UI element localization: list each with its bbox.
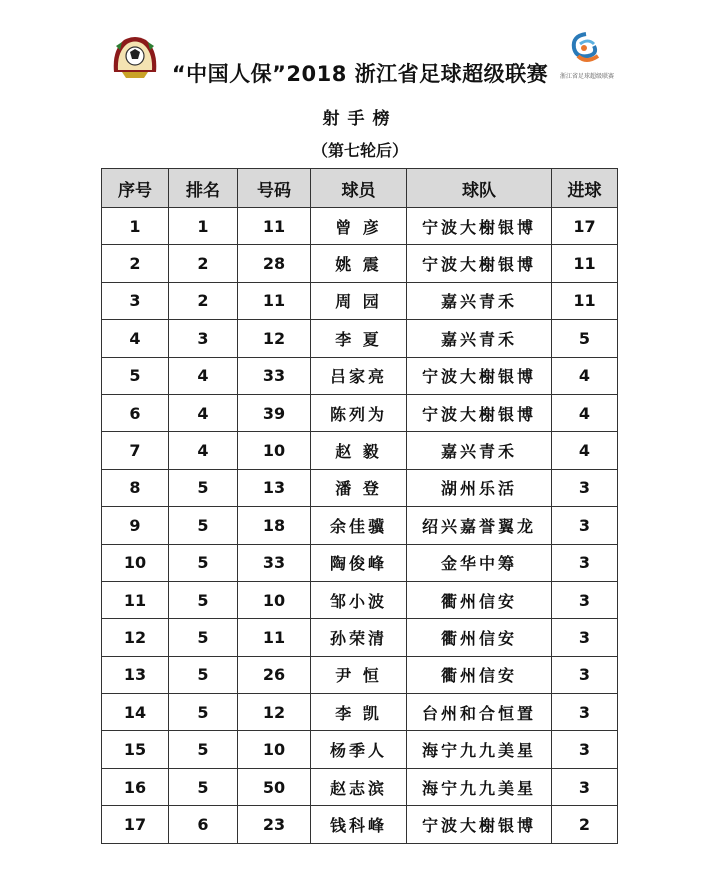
scorers-table — [101, 168, 618, 844]
goals-cell: 11 — [552, 282, 618, 319]
index-cell: 2 — [102, 245, 169, 282]
rank-cell: 5 — [169, 731, 238, 768]
team-cell: 金华中筹 — [407, 544, 552, 581]
team-cell: 衢州信安 — [407, 581, 552, 618]
index-cell: 9 — [102, 507, 169, 544]
number-cell: 33 — [238, 357, 311, 394]
number-cell: 10 — [238, 731, 311, 768]
rank-cell: 4 — [169, 394, 238, 431]
rank-cell: 4 — [169, 357, 238, 394]
goals-cell: 4 — [552, 357, 618, 394]
table-header-row — [102, 169, 618, 208]
number-cell: 13 — [238, 469, 311, 506]
table-row — [102, 581, 618, 618]
table-row — [102, 357, 618, 394]
team-cell: 湖州乐活 — [407, 469, 552, 506]
rank-cell: 4 — [169, 432, 238, 469]
table-row — [102, 656, 618, 693]
column-header-goals: 进球 — [552, 169, 618, 208]
goals-cell: 5 — [552, 320, 618, 357]
index-cell: 10 — [102, 544, 169, 581]
number-cell: 10 — [238, 581, 311, 618]
super-league-logo-text: 浙江省足球超级联赛 — [560, 73, 615, 80]
team-cell: 嘉兴青禾 — [407, 282, 552, 319]
table-row — [102, 282, 618, 319]
number-cell: 28 — [238, 245, 311, 282]
index-cell: 15 — [102, 731, 169, 768]
table-row — [102, 432, 618, 469]
table-row — [102, 544, 618, 581]
player-cell: 赵志滨 — [311, 768, 407, 805]
team-cell: 海宁九九美星 — [407, 768, 552, 805]
index-cell: 11 — [102, 581, 169, 618]
player-cell: 潘 登 — [311, 469, 407, 506]
goals-cell: 4 — [552, 432, 618, 469]
page-subtitle: 射手榜 — [322, 109, 398, 129]
rank-cell: 1 — [169, 208, 238, 245]
index-cell: 1 — [102, 208, 169, 245]
column-header-team: 球队 — [407, 169, 552, 208]
number-cell: 50 — [238, 768, 311, 805]
number-cell: 12 — [238, 694, 311, 731]
index-cell: 17 — [102, 806, 169, 843]
team-cell: 海宁九九美星 — [407, 731, 552, 768]
goals-cell: 3 — [552, 619, 618, 656]
goals-cell: 3 — [552, 544, 618, 581]
goals-cell: 17 — [552, 208, 618, 245]
column-header-index: 序号 — [102, 169, 169, 208]
team-cell: 宁波大榭银博 — [407, 208, 552, 245]
rank-cell: 2 — [169, 282, 238, 319]
rank-cell: 5 — [169, 544, 238, 581]
goals-cell: 3 — [552, 694, 618, 731]
team-cell: 绍兴嘉誉翼龙 — [407, 507, 552, 544]
player-cell: 赵 毅 — [311, 432, 407, 469]
team-cell: 宁波大榭银博 — [407, 806, 552, 843]
goals-cell: 4 — [552, 394, 618, 431]
index-cell: 8 — [102, 469, 169, 506]
table-row — [102, 507, 618, 544]
rank-cell: 5 — [169, 619, 238, 656]
table-row — [102, 208, 618, 245]
rank-cell: 5 — [169, 656, 238, 693]
page-title: “中国人保”2018 浙江省足球超级联赛 — [171, 62, 549, 86]
column-header-number: 号码 — [238, 169, 311, 208]
table-row — [102, 768, 618, 805]
player-cell: 陈列为 — [311, 394, 407, 431]
player-cell: 孙荣清 — [311, 619, 407, 656]
rank-cell: 2 — [169, 245, 238, 282]
number-cell: 10 — [238, 432, 311, 469]
index-cell: 4 — [102, 320, 169, 357]
player-cell: 邹小波 — [311, 581, 407, 618]
number-cell: 26 — [238, 656, 311, 693]
goals-cell: 3 — [552, 731, 618, 768]
player-cell: 姚 震 — [311, 245, 407, 282]
goals-cell: 11 — [552, 245, 618, 282]
index-cell: 16 — [102, 768, 169, 805]
player-cell: 尹 恒 — [311, 656, 407, 693]
team-cell: 嘉兴青禾 — [407, 432, 552, 469]
rank-cell: 5 — [169, 768, 238, 805]
team-cell: 宁波大榭银博 — [407, 394, 552, 431]
number-cell: 11 — [238, 208, 311, 245]
table-row — [102, 320, 618, 357]
player-cell: 钱科峰 — [311, 806, 407, 843]
number-cell: 11 — [238, 619, 311, 656]
player-cell: 余佳骥 — [311, 507, 407, 544]
round-label: （第七轮后） — [311, 141, 408, 160]
index-cell: 14 — [102, 694, 169, 731]
table-row — [102, 806, 618, 843]
index-cell: 7 — [102, 432, 169, 469]
number-cell: 18 — [238, 507, 311, 544]
team-cell: 衢州信安 — [407, 619, 552, 656]
table-row — [102, 619, 618, 656]
number-cell: 11 — [238, 282, 311, 319]
goals-cell: 3 — [552, 656, 618, 693]
index-cell: 6 — [102, 394, 169, 431]
player-cell: 李 夏 — [311, 320, 407, 357]
number-cell: 12 — [238, 320, 311, 357]
player-cell: 曾 彦 — [311, 208, 407, 245]
player-cell: 杨季人 — [311, 731, 407, 768]
goals-cell: 3 — [552, 507, 618, 544]
player-cell: 周 园 — [311, 282, 407, 319]
player-cell: 李 凯 — [311, 694, 407, 731]
rank-cell: 3 — [169, 320, 238, 357]
table-row — [102, 694, 618, 731]
index-cell: 5 — [102, 357, 169, 394]
table-row — [102, 394, 618, 431]
rank-cell: 6 — [169, 806, 238, 843]
goals-cell: 2 — [552, 806, 618, 843]
team-cell: 衢州信安 — [407, 656, 552, 693]
index-cell: 13 — [102, 656, 169, 693]
index-cell: 12 — [102, 619, 169, 656]
number-cell: 23 — [238, 806, 311, 843]
number-cell: 33 — [238, 544, 311, 581]
team-cell: 宁波大榭银博 — [407, 357, 552, 394]
goals-cell: 3 — [552, 469, 618, 506]
goals-cell: 3 — [552, 768, 618, 805]
number-cell: 39 — [238, 394, 311, 431]
rank-cell: 5 — [169, 581, 238, 618]
rank-cell: 5 — [169, 694, 238, 731]
column-header-rank: 排名 — [169, 169, 238, 208]
player-cell: 吕家亮 — [311, 357, 407, 394]
team-cell: 宁波大榭银博 — [407, 245, 552, 282]
rank-cell: 5 — [169, 507, 238, 544]
team-cell: 嘉兴青禾 — [407, 320, 552, 357]
index-cell: 3 — [102, 282, 169, 319]
table-row — [102, 469, 618, 506]
goals-cell: 3 — [552, 581, 618, 618]
column-header-player: 球员 — [311, 169, 407, 208]
table-row — [102, 245, 618, 282]
team-cell: 台州和合恒置 — [407, 694, 552, 731]
rank-cell: 5 — [169, 469, 238, 506]
table-row — [102, 731, 618, 768]
player-cell: 陶俊峰 — [311, 544, 407, 581]
